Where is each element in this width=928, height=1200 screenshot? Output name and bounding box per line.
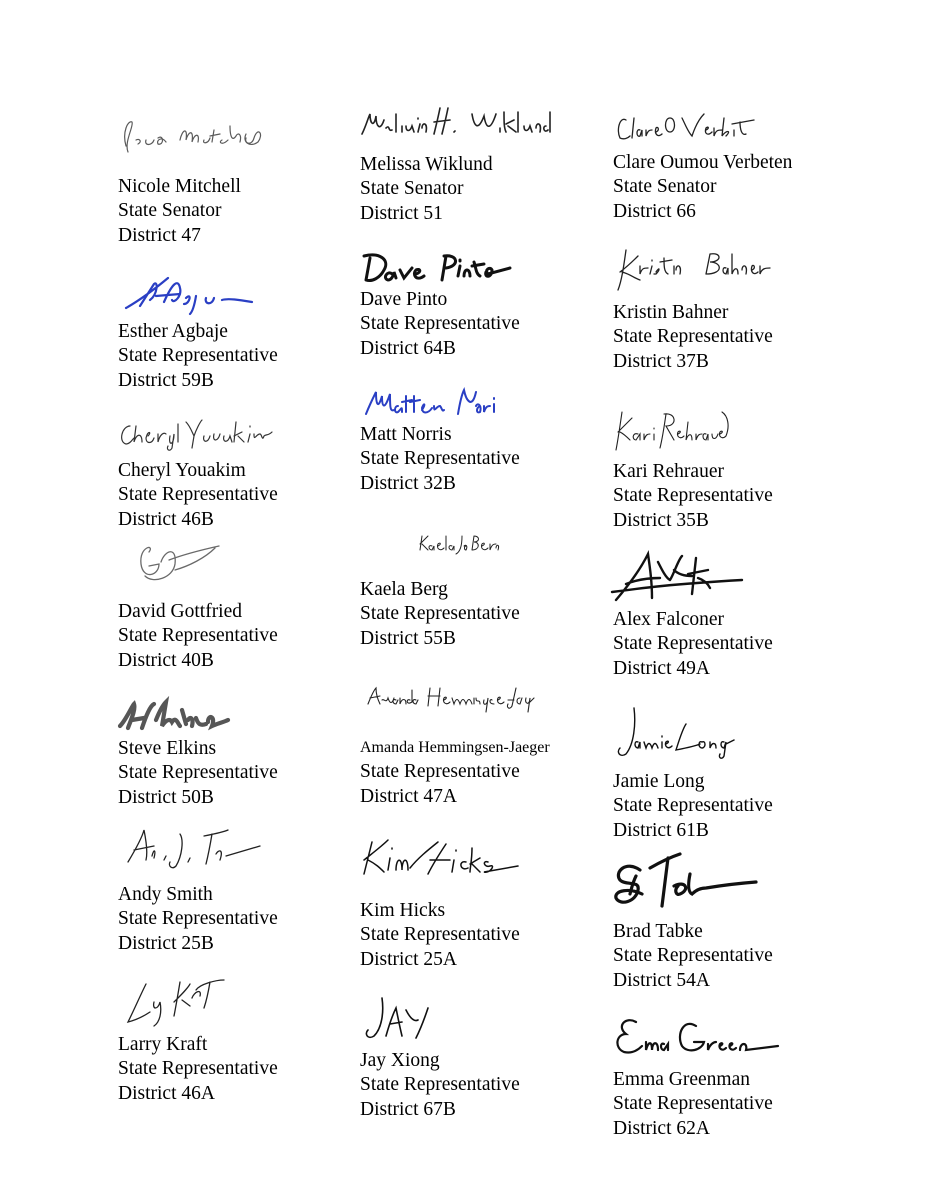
signer-title: State Representative [613,1093,773,1115]
signer-district: District 40B [118,649,214,671]
signer-title: State Senator [360,178,464,200]
signature-image [616,704,740,762]
signer-district: District 59B [118,369,214,391]
signer-name: Matt Norris [360,424,452,445]
signer-name: Melissa Wiklund [360,154,493,175]
signature-image [135,540,225,586]
signer-name: Clare Oumou Verbeten [613,152,793,173]
signer-district: District 35B [613,509,709,531]
signer-district: District 55B [360,627,456,649]
signature-image [358,834,528,882]
signer-name: Kaela Berg [360,579,448,600]
signer-district: District 25A [360,948,457,970]
signer-title: State Representative [118,908,278,930]
signer-title: State Representative [613,326,773,348]
signer-name: Andy Smith [118,884,213,905]
signature-image [360,250,516,286]
signer-district: District 51 [360,202,443,224]
signature-image [358,104,558,144]
signer-name: Esther Agbaje [118,321,228,342]
signature-image [614,246,784,294]
signer-name: Jamie Long [613,771,705,792]
signer-name: Emma Greenman [613,1069,750,1090]
signer-name: Cheryl Youakim [118,460,246,481]
signer-name: Amanda Hemmingsen-Jaeger [360,739,550,756]
signer-district: District 49A [613,657,710,679]
signature-image [612,1012,782,1062]
signature-image [116,698,236,732]
signer-title: State Representative [613,485,773,507]
signer-name: Alex Falconer [613,609,725,630]
signer-title: State Representative [118,1058,278,1080]
signer-title: State Representative [360,1074,520,1096]
signer-title: State Representative [360,924,520,946]
signer-name: Dave Pinto [360,289,448,310]
signer-title: State Representative [118,345,278,367]
signer-district: District 61B [613,819,709,841]
signature-image [610,850,760,912]
signer-district: District 32B [360,472,456,494]
signature-image [364,684,534,718]
signer-title: State Senator [613,176,717,198]
signer-title: State Senator [118,200,222,222]
signature-image [118,112,268,160]
signature-image [116,412,276,452]
signer-district: District 47A [360,785,457,807]
signature-image [120,976,240,1028]
signer-name: Larry Kraft [118,1034,208,1055]
signer-title: State Representative [360,761,520,783]
signer-district: District 54A [613,969,710,991]
signer-name: Brad Tabke [613,921,703,942]
signer-title: State Representative [360,603,520,625]
signer-title: State Representative [613,945,773,967]
signature-image [362,992,442,1042]
signer-name: David Gottfried [118,601,243,622]
signer-title: State Representative [118,762,278,784]
signer-name: Kristin Bahner [613,302,729,323]
signer-district: District 46A [118,1082,215,1104]
signer-district: District 46B [118,508,214,530]
signer-title: State Representative [118,484,278,506]
signer-name: Jay Xiong [360,1050,440,1071]
signer-district: District 62A [613,1117,710,1139]
signature-image [612,550,752,606]
signer-district: District 50B [118,786,214,808]
signature-image [362,384,502,420]
signer-district: District 66 [613,200,696,222]
signer-title: State Representative [613,795,773,817]
signer-name: Kim Hicks [360,900,446,921]
signer-name: Nicole Mitchell [118,176,241,197]
signature-image [418,532,498,558]
signer-title: State Representative [360,448,520,470]
signature-image [612,404,732,454]
signer-name: Kari Rehrauer [613,461,724,482]
signer-name: Steve Elkins [118,738,217,759]
signer-district: District 67B [360,1098,456,1120]
signer-title: State Representative [118,625,278,647]
signer-district: District 25B [118,932,214,954]
signature-image [124,826,264,872]
signer-district: District 37B [613,350,709,372]
signature-image [120,274,270,314]
signer-title: State Representative [360,313,520,335]
signer-district: District 47 [118,224,201,246]
signature-image [614,108,764,146]
signer-title: State Representative [613,633,773,655]
signer-district: District 64B [360,337,456,359]
